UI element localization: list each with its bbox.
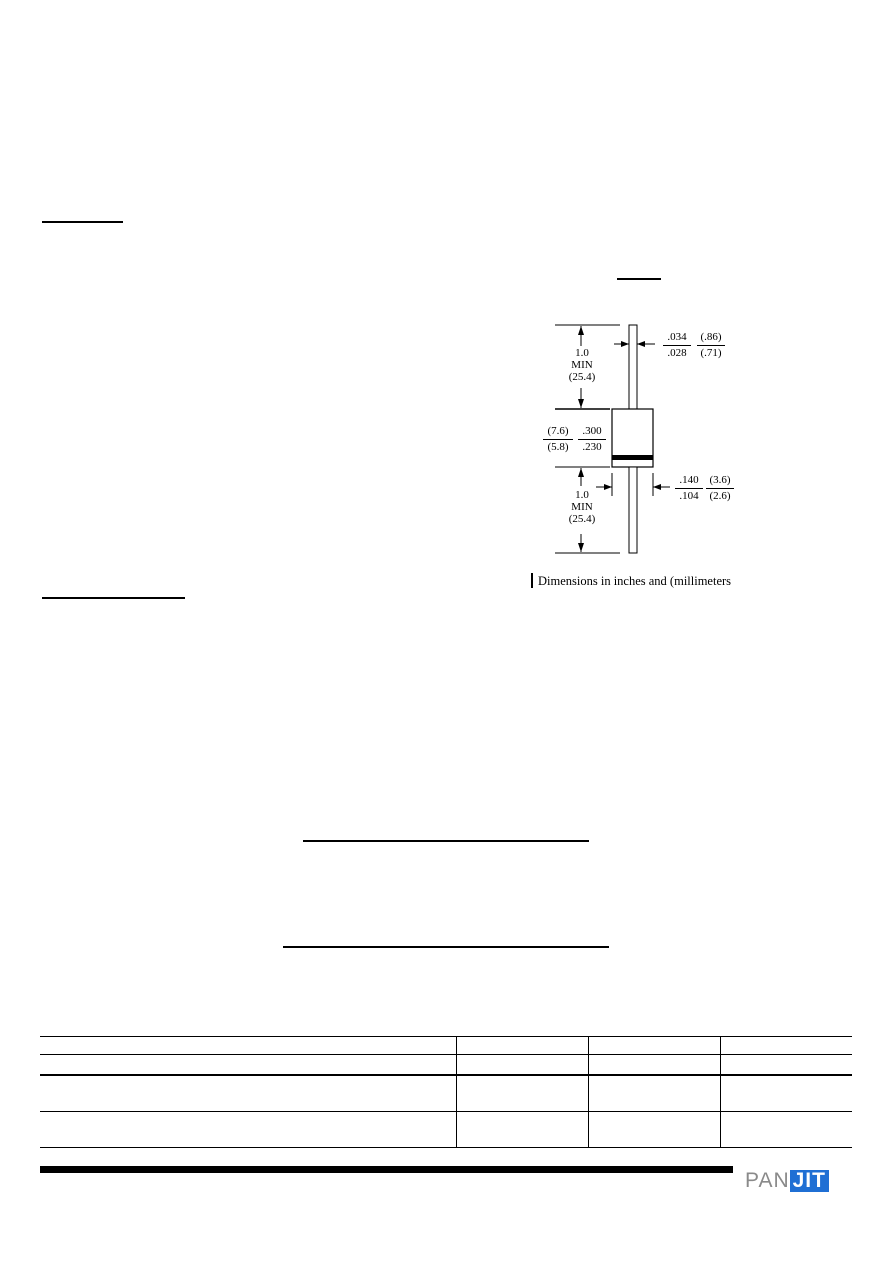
lead-length-bottom-label: 1.0 MIN (25.4): [568, 489, 596, 525]
table-rule-row2: [40, 1111, 852, 1112]
body-length-mm: $\frac{(7.6)}{(5.8)}$: [543, 425, 573, 454]
body-diameter-inches: $\frac{.140}{.104}$: [675, 474, 703, 503]
table-rule-header: [40, 1054, 852, 1055]
center-heading-underline-2: [283, 946, 609, 948]
figure-heading-underline: [617, 278, 661, 280]
caption-marker: [531, 573, 533, 588]
footer-bar: [40, 1166, 733, 1173]
arrow-right-icon: [604, 484, 612, 490]
table-rule-top: [40, 1036, 852, 1037]
arrow-down-icon: [578, 399, 584, 408]
center-heading-underline-1: [303, 840, 589, 842]
arrow-down-icon: [578, 543, 584, 552]
body-diameter-mm: $\frac{(3.6)}{(2.6)}$: [706, 474, 734, 503]
logo-text-pan: PAN: [745, 1169, 790, 1192]
bottom-lead: [629, 467, 637, 553]
top-lead: [629, 325, 637, 409]
table-column-divider: [588, 1036, 589, 1148]
body-length-inches: $\frac{.300}{.230}$: [578, 425, 606, 454]
table-column-divider: [720, 1036, 721, 1148]
arrow-left-icon: [653, 484, 661, 490]
table-rule-row1: [40, 1074, 852, 1076]
lead-diameter-mm: $\frac{(.86)}{(.71)}$: [697, 331, 725, 360]
table-rule-bottom: [40, 1147, 852, 1148]
cathode-band: [612, 455, 653, 460]
arrow-up-icon: [578, 468, 584, 477]
table-column-divider: [456, 1036, 457, 1148]
panjit-logo: [745, 1170, 829, 1192]
arrow-right-icon: [621, 341, 629, 347]
section-heading-underline-2: [42, 597, 185, 599]
lead-length-top-label: 1.0 MIN (25.4): [568, 347, 596, 383]
arrow-left-icon: [637, 341, 645, 347]
section-heading-underline-1: [42, 221, 123, 223]
arrow-up-icon: [578, 326, 584, 335]
dimensions-caption: Dimensions in inches and (millimeters: [538, 574, 732, 588]
logo-text-jit: JIT: [790, 1170, 829, 1192]
lead-diameter-inches: $\frac{.034}{.028}$: [663, 331, 691, 360]
